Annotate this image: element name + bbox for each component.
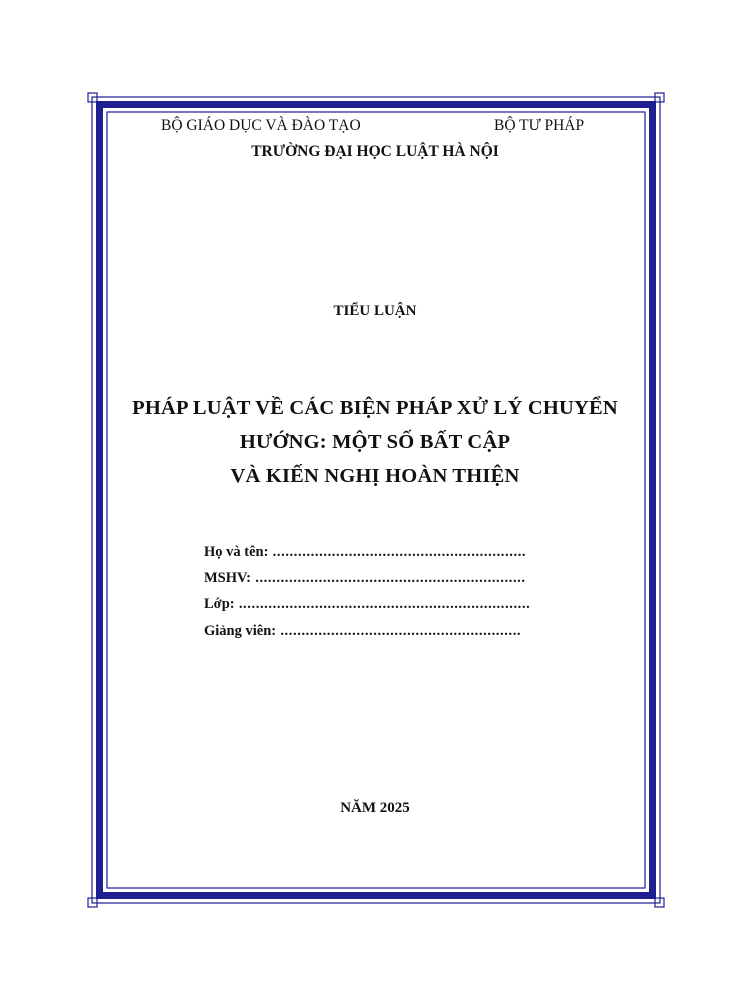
title-line-1: PHÁP LUẬT VỀ CÁC BIỆN PHÁP XỬ LÝ CHUYỂN (132, 397, 618, 419)
title-line-3: VÀ KIẾN NGHỊ HOÀN THIỆN (230, 465, 520, 487)
class-label: Lớp: (204, 596, 235, 612)
document-type: TIỂU LUẬN (333, 303, 417, 319)
class-field: ..................................................................... (234, 596, 531, 612)
student-id-row (204, 570, 526, 587)
title-line-2: HƯỚNG: MỘT SỐ BẤT CẬP (239, 431, 511, 453)
lecturer-field: ......................................................... (276, 623, 522, 639)
lecturer-row (204, 623, 521, 640)
class-row (204, 596, 530, 613)
ministry-education-label: BỘ GIÁO DỤC VÀ ĐÀO TẠO (161, 117, 361, 134)
university-name: TRƯỜNG ĐẠI HỌC LUẬT HÀ NỘI (251, 143, 499, 160)
student-id-field: ................................................................ (251, 570, 526, 586)
student-name-label: Họ và tên: (204, 544, 269, 560)
student-name-row (204, 544, 526, 561)
lecturer-label: Giảng viên: (204, 623, 277, 639)
ministry-justice-label: BỘ TƯ PHÁP (494, 117, 585, 134)
year-label: NĂM 2025 (340, 800, 410, 816)
student-id-label: MSHV: (204, 570, 251, 586)
student-name-field: ............................................................ (268, 544, 527, 560)
